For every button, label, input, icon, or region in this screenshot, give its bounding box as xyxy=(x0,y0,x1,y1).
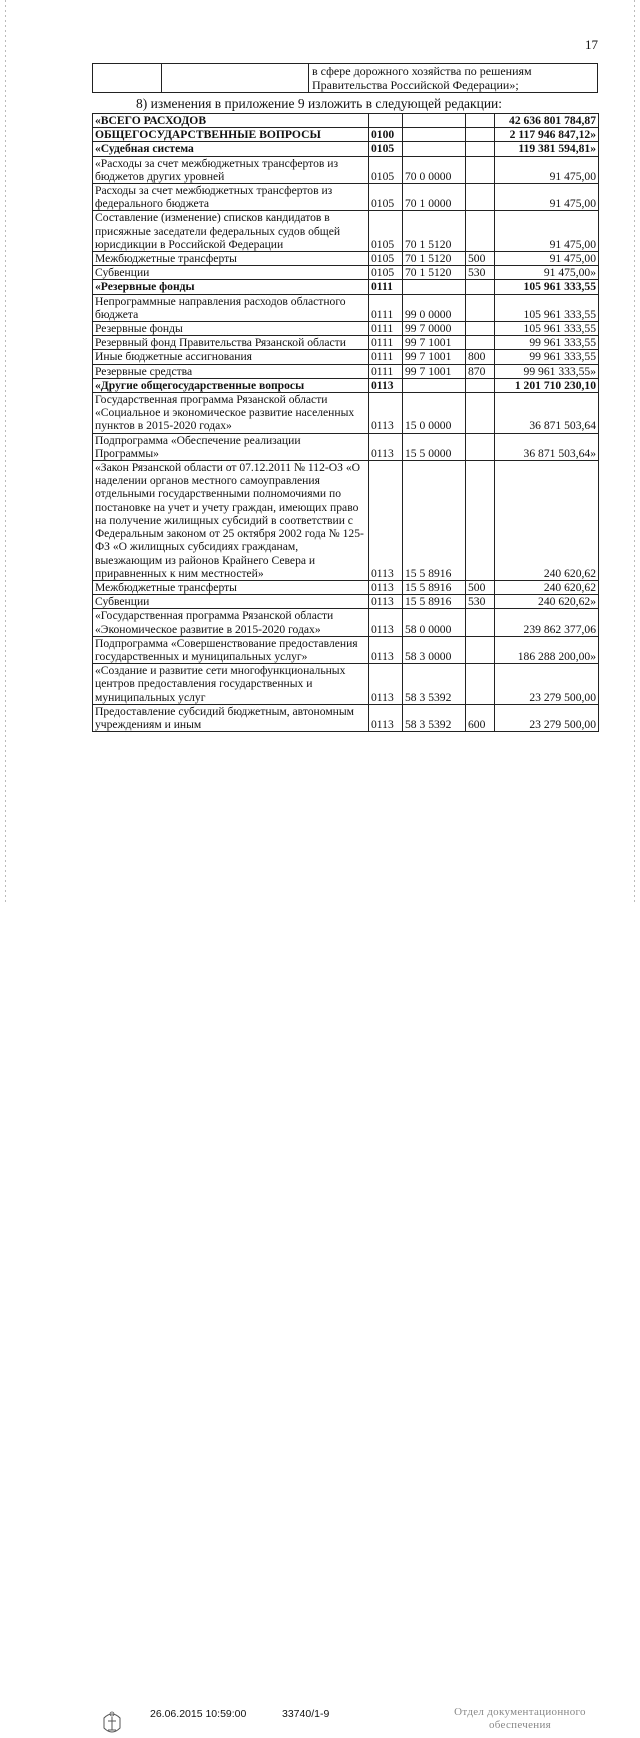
row-expense-type xyxy=(466,184,495,211)
row-section-code: 0113 xyxy=(369,461,403,581)
row-amount: 23 279 500,00 xyxy=(495,664,599,705)
expenditure-rows xyxy=(93,114,599,732)
row-section-code: 0113 xyxy=(369,664,403,705)
row-target-code: 58 3 5392 xyxy=(403,664,466,705)
table-row xyxy=(93,211,599,252)
row-expense-type xyxy=(466,280,495,294)
row-expense-type: 800 xyxy=(466,350,495,364)
fragment-cell-2 xyxy=(162,64,309,93)
row-section-code: 0105 xyxy=(369,142,403,156)
row-section-code: 0113 xyxy=(369,595,403,609)
row-expense-type xyxy=(466,433,495,460)
row-section-code: 0113 xyxy=(369,704,403,731)
row-name: Подпрограмма «Совершенствование предоставления государственных и муниципальных услуг» xyxy=(93,636,369,663)
row-section-code: 0113 xyxy=(369,609,403,636)
row-name: «Судебная система xyxy=(93,142,369,156)
row-name: Государственная программа Рязанской области «Социальное и экономическое развитие населенных пунктов в 2015-2020 годах» xyxy=(93,393,369,434)
row-target-code: 99 0 0000 xyxy=(403,294,466,321)
table-row xyxy=(93,350,599,364)
row-amount: 239 862 377,06 xyxy=(495,609,599,636)
row-expense-type xyxy=(466,294,495,321)
row-section-code xyxy=(369,114,403,128)
row-name: Резервный фонд Правительства Рязанской области xyxy=(93,336,369,350)
row-name: Субвенции xyxy=(93,595,369,609)
row-amount: 105 961 333,55 xyxy=(495,280,599,294)
row-name: Непрограммные направления расходов областного бюджета xyxy=(93,294,369,321)
row-target-code: 99 7 1001 xyxy=(403,350,466,364)
amendment-intro: 8) изменения в приложение 9 изложить в следующей редакции: xyxy=(136,96,503,111)
row-target-code: 15 5 8916 xyxy=(403,595,466,609)
table-row xyxy=(93,595,599,609)
row-target-code xyxy=(403,280,466,294)
row-expense-type: 500 xyxy=(466,580,495,594)
row-name: Иные бюджетные ассигнования xyxy=(93,350,369,364)
row-expense-type xyxy=(466,114,495,128)
row-expense-type: 870 xyxy=(466,364,495,378)
row-name: Межбюджетные трансферты xyxy=(93,252,369,266)
row-amount: 186 288 200,00» xyxy=(495,636,599,663)
row-section-code: 0113 xyxy=(369,433,403,460)
fragment-text-cell: в сфере дорожного хозяйства по решениям Правительства Российской Федерации»; xyxy=(309,64,598,93)
row-name: «Закон Рязанской области от 07.12.2011 № 112-ОЗ «О наделении органов местного самоуправления отдельными государственными полномочиями по постановке на учет и учету граждан, имеющих право на получение жилищных субсидий в соответствии с Федеральным законом от 25 октября 2002 года № 125-ФЗ «О жилищных субсидиях гражданам, выезжающим из районов Крайнего Севера и приравненных к ним местностей» xyxy=(93,461,369,581)
row-name: Субвенции xyxy=(93,266,369,280)
row-section-code: 0105 xyxy=(369,184,403,211)
table-row xyxy=(93,580,599,594)
table-row xyxy=(93,433,599,460)
row-section-code: 0113 xyxy=(369,580,403,594)
table-row xyxy=(93,114,599,128)
table-row xyxy=(93,336,599,350)
row-name: Предоставление субсидий бюджетным, автономным учреждениям и иным xyxy=(93,704,369,731)
department-stamp xyxy=(440,1706,600,1732)
row-expense-type xyxy=(466,393,495,434)
row-section-code: 0113 xyxy=(369,636,403,663)
row-name: Составление (изменение) списков кандидатов в присяжные заседатели федеральных судов общей юрисдикции в Российской Федерации xyxy=(93,211,369,252)
row-target-code: 15 5 0000 xyxy=(403,433,466,460)
row-target-code: 99 7 0000 xyxy=(403,322,466,336)
row-amount: 2 117 946 847,12» xyxy=(495,128,599,142)
row-expense-type xyxy=(466,156,495,183)
row-target-code: 58 0 0000 xyxy=(403,609,466,636)
row-amount: 119 381 594,81» xyxy=(495,142,599,156)
row-amount: 99 961 333,55» xyxy=(495,364,599,378)
row-name: «Создание и развитие сети многофункциональных центров предоставления государственных и муниципальных услуг xyxy=(93,664,369,705)
right-margin-dots xyxy=(634,0,635,905)
row-target-code: 70 1 5120 xyxy=(403,211,466,252)
row-name: Межбюджетные трансферты xyxy=(93,580,369,594)
row-target-code: 15 5 8916 xyxy=(403,580,466,594)
row-target-code xyxy=(403,142,466,156)
stamp-line-2: обеспечения xyxy=(488,1719,552,1731)
row-amount: 240 620,62» xyxy=(495,595,599,609)
row-section-code: 0111 xyxy=(369,336,403,350)
row-expense-type xyxy=(466,664,495,705)
page-number: 17 xyxy=(585,37,598,52)
row-name: «Резервные фонды xyxy=(93,280,369,294)
fragment-cell-1 xyxy=(93,64,162,93)
page-footer xyxy=(0,850,640,1731)
row-amount: 91 475,00» xyxy=(495,266,599,280)
row-amount: 23 279 500,00 xyxy=(495,704,599,731)
row-section-code: 0113 xyxy=(369,378,403,392)
row-target-code: 58 3 0000 xyxy=(403,636,466,663)
row-name: «ВСЕГО РАСХОДОВ xyxy=(93,114,369,128)
row-section-code: 0105 xyxy=(369,252,403,266)
stamp-line-1: Отдел документационного xyxy=(454,1706,586,1718)
row-section-code: 0111 xyxy=(369,294,403,321)
table-row xyxy=(93,142,599,156)
table-row xyxy=(93,364,599,378)
row-name: «Другие общегосударственные вопросы xyxy=(93,378,369,392)
table-row xyxy=(93,393,599,434)
row-target-code: 15 5 8916 xyxy=(403,461,466,581)
table-row xyxy=(93,294,599,321)
row-section-code: 0111 xyxy=(369,322,403,336)
row-target-code: 70 1 5120 xyxy=(403,266,466,280)
row-name: «Расходы за счет межбюджетных трансфертов из бюджетов других уровней xyxy=(93,156,369,183)
row-section-code: 0100 xyxy=(369,128,403,142)
row-amount: 1 201 710 230,10 xyxy=(495,378,599,392)
table-row xyxy=(93,704,599,731)
row-section-code: 0111 xyxy=(369,364,403,378)
expenditure-table xyxy=(92,113,599,732)
row-expense-type xyxy=(466,378,495,392)
table-row xyxy=(93,378,599,392)
row-expense-type: 500 xyxy=(466,252,495,266)
row-amount: 99 961 333,55 xyxy=(495,336,599,350)
row-expense-type: 530 xyxy=(466,595,495,609)
row-target-code: 70 0 0000 xyxy=(403,156,466,183)
row-expense-type xyxy=(466,609,495,636)
row-target-code: 58 3 5392 xyxy=(403,704,466,731)
row-expense-type: 530 xyxy=(466,266,495,280)
row-section-code: 0105 xyxy=(369,266,403,280)
row-amount: 240 620,62 xyxy=(495,461,599,581)
row-target-code xyxy=(403,128,466,142)
row-target-code: 99 7 1001 xyxy=(403,336,466,350)
row-amount: 99 961 333,55 xyxy=(495,350,599,364)
row-amount: 91 475,00 xyxy=(495,252,599,266)
row-amount: 105 961 333,55 xyxy=(495,322,599,336)
left-margin-dots xyxy=(5,0,6,905)
row-name: Расходы за счет межбюджетных трансфертов из федерального бюджета xyxy=(93,184,369,211)
row-name: Резервные фонды xyxy=(93,322,369,336)
row-target-code: 70 1 0000 xyxy=(403,184,466,211)
table-row xyxy=(93,636,599,663)
table-row xyxy=(93,461,599,581)
table-row xyxy=(93,184,599,211)
row-amount: 91 475,00 xyxy=(495,184,599,211)
coat-of-arms-icon xyxy=(100,1708,124,1738)
row-expense-type xyxy=(466,211,495,252)
row-amount: 240 620,62 xyxy=(495,580,599,594)
previous-table-fragment xyxy=(92,63,598,93)
table-row xyxy=(93,280,599,294)
row-section-code: 0105 xyxy=(369,211,403,252)
row-expense-type xyxy=(466,322,495,336)
row-name: ОБЩЕГОСУДАРСТВЕННЫЕ ВОПРОСЫ xyxy=(93,128,369,142)
row-name: Резервные средства xyxy=(93,364,369,378)
row-section-code: 0105 xyxy=(369,156,403,183)
row-target-code: 99 7 1001 xyxy=(403,364,466,378)
row-expense-type xyxy=(466,128,495,142)
row-expense-type xyxy=(466,336,495,350)
row-amount: 91 475,00 xyxy=(495,211,599,252)
footer-date: 26.06.2015 10:59:00 xyxy=(150,1708,247,1720)
row-section-code: 0113 xyxy=(369,393,403,434)
row-section-code: 0111 xyxy=(369,280,403,294)
row-section-code: 0111 xyxy=(369,350,403,364)
row-expense-type: 600 xyxy=(466,704,495,731)
row-target-code: 70 1 5120 xyxy=(403,252,466,266)
row-target-code xyxy=(403,114,466,128)
footer-doc-number: 33740/1-9 xyxy=(282,1708,330,1720)
row-expense-type xyxy=(466,461,495,581)
row-amount: 36 871 503,64» xyxy=(495,433,599,460)
row-name: «Государственная программа Рязанской области «Экономическое развитие в 2015-2020 годах» xyxy=(93,609,369,636)
row-amount: 36 871 503,64 xyxy=(495,393,599,434)
row-amount: 42 636 801 784,87 xyxy=(495,114,599,128)
row-amount: 91 475,00 xyxy=(495,156,599,183)
table-row xyxy=(93,156,599,183)
table-row xyxy=(93,664,599,705)
table-row xyxy=(93,266,599,280)
row-target-code xyxy=(403,378,466,392)
table-row xyxy=(93,322,599,336)
row-target-code: 15 0 0000 xyxy=(403,393,466,434)
row-name: Подпрограмма «Обеспечение реализации Программы» xyxy=(93,433,369,460)
table-row xyxy=(93,252,599,266)
table-row xyxy=(93,128,599,142)
table-row xyxy=(93,609,599,636)
row-amount: 105 961 333,55 xyxy=(495,294,599,321)
row-expense-type xyxy=(466,636,495,663)
row-expense-type xyxy=(466,142,495,156)
